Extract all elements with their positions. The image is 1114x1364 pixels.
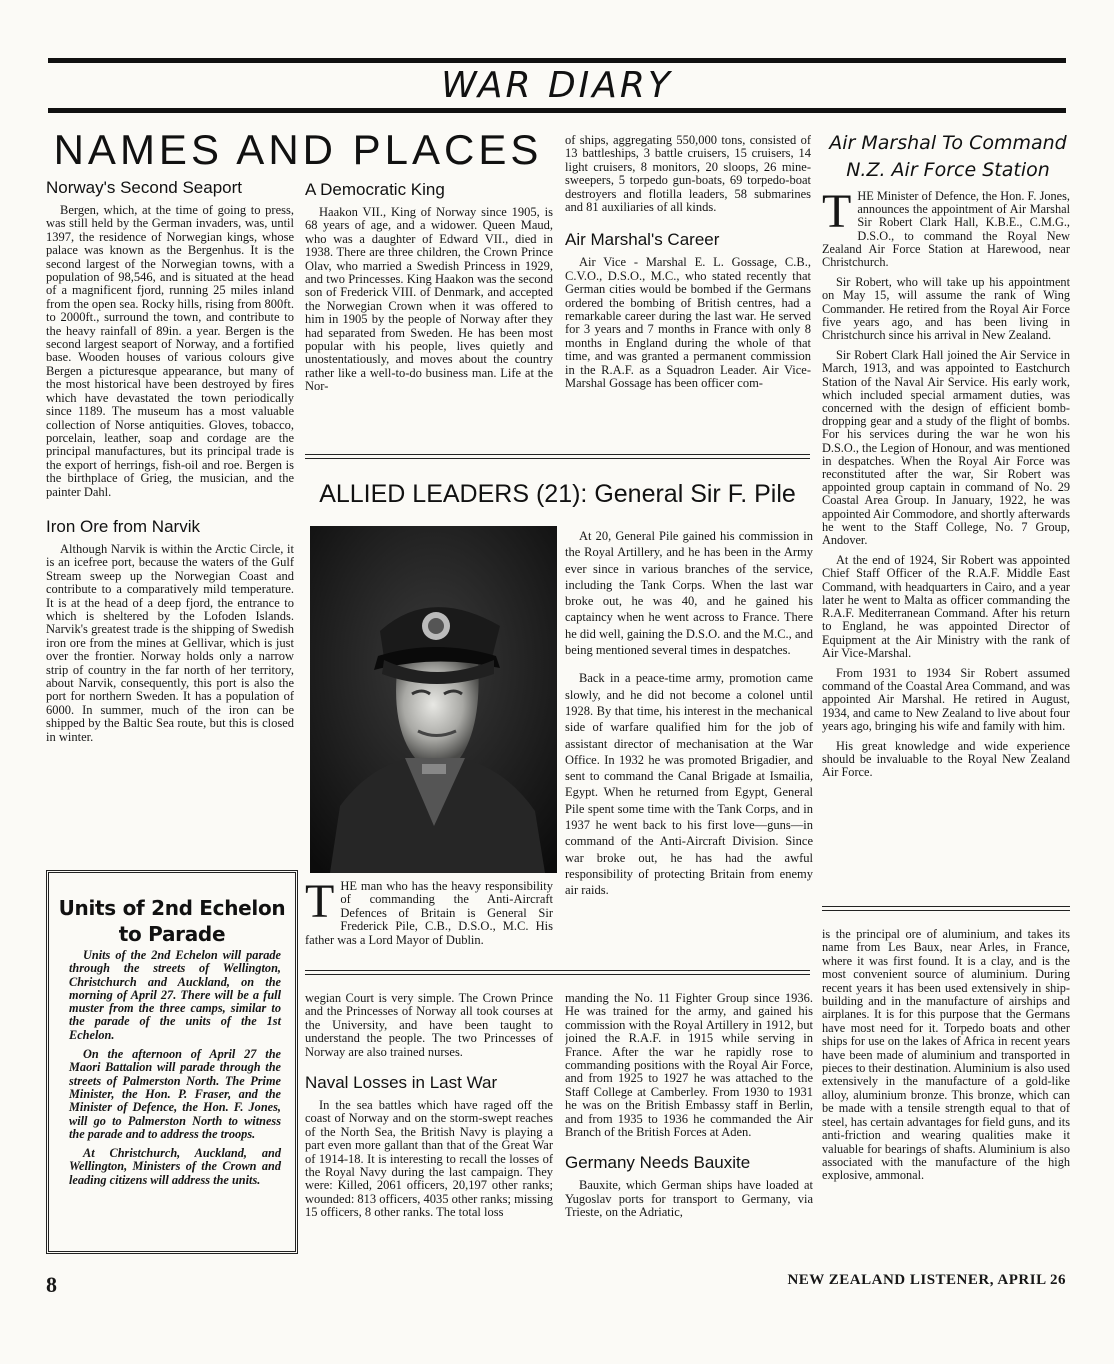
column-career-top	[565, 134, 811, 442]
column-norway	[46, 178, 294, 858]
column-king-bottom	[305, 992, 553, 1256]
column-career-bottom	[565, 992, 813, 1256]
echelon-title-line2: to Parade	[118, 922, 226, 946]
allied-leaders-heading: ALLIED LEADERS (21): General Sir F. Pile	[319, 480, 796, 508]
publication-footer: NEW ZEALAND LISTENER, APRIL 26	[787, 1272, 1066, 1288]
echelon-p3: At Christchurch, Auckland, and Wellington, Ministers of the Crown and leading citizens will address the units.	[69, 1146, 281, 1187]
page-number: 8	[46, 1272, 57, 1297]
masthead-rule	[48, 108, 1066, 113]
column-air-marshal	[822, 190, 1070, 896]
career-body-bottom: manding the No. 11 Fighter Group since 1936. He was trained for the army, and gained his commission with the Royal Artillery in 1912, but joined the R.A.F. in 1915 while serving in France. After the war he rapidly rose to commanding positions with the Royal Air Force, and from 1925 to 1927 he was attached to the Staff College at Camberley. From 1930 to 1931 he was on the British Embassy staff in Berlin, and from 1935 to 1936 he commanded the Air Branch of the British Forces at Aden.	[565, 992, 813, 1140]
column-king-top	[305, 180, 553, 442]
naval-body: In the sea battles which have raged off the coast of Norway and on the storm-swept reaches of the North Sea, the British Navy is playing a part even more gallant than that of the Great War of 1914-18. It is interesting to recall the losses of the Royal Navy during the last campaign. They were: Killed, 2061 officers, 20,197 other ranks; wounded: 813 officers, 4035 other ranks; missing 15 officers, 8 other ranks. The total loss	[305, 1098, 553, 1220]
naval-heading: Naval Losses in Last War	[305, 1073, 498, 1093]
echelon-box	[46, 870, 298, 1254]
air-marshal-drop-cap: T	[822, 190, 852, 238]
names-and-places-title: NAMES AND PLACES	[53, 126, 543, 173]
narvik-body: Although Narvik is within the Arctic Circle, it is an icefree port, because the waters of the Gulf Stream sweep up the Norwegian Coast and contribute to a comparatively mild temperature. It is at the head of a deep fjord, the entrance to which is sheltered by the Lofoden Islands. Narvik's greatest trade is the shipping of Swedish iron ore from the mines at Gellivar, which is just over the frontier. Norway holds only a narrow strip of country in the far north of her territory, about Narvik, consequently, this port is also the port for northern Sweden. It has a population of 6000. In summer, much of the iron can be shipped by the Baltic Sea route, but this is closed in winter.	[46, 541, 294, 744]
echelon-box-body	[69, 949, 281, 1187]
pile-article	[565, 528, 813, 966]
air-marshal-p1	[822, 190, 1070, 269]
bauxite-body: Bauxite, which German ships have loaded at Yugoslav ports for transport to Germany, via Trieste, on the Adriatic,	[565, 1178, 813, 1220]
air-marshal-p5: From 1931 to 1934 Sir Robert assumed command of the Coastal Area Command, and was appointed Air Marshal. He retired in August, 1934, and came to New Zealand to live about four years ago, bringing his wife and family with him.	[822, 665, 1070, 733]
pile-caption	[305, 880, 553, 966]
king-heading: A Democratic King	[305, 180, 445, 199]
pile-p1: At 20, General Pile gained his commission in the Royal Artillery, and he has been in the Army ever since in various branches of the service, including the Tank Corps. When the last war broke out, he was 40, and he gained his captaincy when he went across to France. There he did well, gaining the D.S.O. and the M.C., and being mentioned several times in despatches.	[565, 529, 813, 658]
air-marshal-heading	[822, 130, 1074, 184]
air-marshal-p3: Sir Robert Clark Hall joined the Air Service in March, 1913, and was appointed to Eastchurch Station of the Naval Air Service. His early work, which included special armament duties, was concerned with the design of efficient bomb-dropping gear and a study of the flight of bombs. For his services during the war he won his D.S.O., the Legion of Honour, and was mentioned in despatches. When the Royal Air Force was reconstituted after the war, Sir Robert was appointed group captain in command of No. 29 Coastal Area Group. In January, 1922, he was appointed Air Commodore, and shortly afterwards he went to the Staff College, No. 7 Group, Andover.	[822, 348, 1070, 548]
air-marshal-p1-text: HE Minister of Defence, the Hon. F. Jones, announces the appointment of Air Marshal Sir Robert Clark Hall, K.B.E., C.M.G., D.S.O., to command the Royal New Zealand Air Force Station at Harewood, near Christchurch.	[822, 190, 1070, 270]
bauxite-continued: is the principal ore of aluminium, and takes its name from Les Baux, near Arles, in France, where it was first found. It is a clay, and is the most convenient source of aluminium. During recent years it has been used extensively in ship-building and in the manufacture of airships and airplanes. It is for this purpose that the Germans have most need for it. Torpedo boats and other ships for use on the lakes of Africa in recent years have been made of aluminium and transported in pieces to their destination. Aluminium is also used extensively in the manufacture of a gold-like alloy, aluminium bronze. This bronze, which can be made with a tensile strength equal to that of steel, has certain advantages for field guns, and its anti-friction and wearing qualities make it valuable for bearings of shafts. Aluminium is also associated with the manufacture of the high explosive, ammonal.	[822, 928, 1070, 1183]
general-pile-portrait	[310, 526, 557, 873]
king-body-top: Haakon VII., King of Norway since 1905, is 68 years of age, and a widower. Queen Maud, who was a daughter of Edward VII., died in 1938. There are three children, the Crown Prince Olav, who married a Swedish Princess in 1929, and two Princesses. King Haakon was the second son of Frederick VIII. of Denmark, and accepted the Norwegian Crown when it was offered to him in 1905 by the people of Norway after they had separated from Sweden. He has been most popular with his people, lives quietly and unostentatiously, and moves about the country rather like a well-to-do business man. Life at the Nor-	[305, 205, 553, 394]
air-marshal-heading-line2: N.Z. Air Force Station	[846, 159, 1050, 181]
norway-heading: Norway's Second Seaport	[46, 178, 243, 197]
career-body-top: Air Vice - Marshal E. L. Gossage, C.B., C.V.O., D.S.O., M.C., who stated recently that German cities would be bombed if the Germans ordered the bombing of British centres, had a remarkable career during the last war. He served for 3 years and 7 months in France with only 8 months in England during the whole of that time, and was granted a permanent commission in the R.A.F. as a Squadron Leader. Air Vice-Marshal Gossage has been officer com-	[565, 255, 811, 391]
norway-body: Bergen, which, at the time of going to press, was still held by the German invaders, was, until 1397, the residence of Norwegian kings, whose palace was known as the Bergenhus. It is the second largest of the Norwegian towns, with a population of 98,546, and is situated at the head of a magnificent fjord, running 25 miles inland from the open sea. Rocky hills, rising from 800ft. to 2000ft., surround the town, and contribute to the heavy rainfall of 89in. a year. Bergen is the second largest seaport of Norway, and a fortified base. Wooden houses of various colours give Bergen a picturesque appearance, but many of the most historical have been destroyed by fires which have devastated the town periodically since 1189. The museum has a most valuable collection of Norse antiquities. Gloves, tobacco, porcelain, leather, soap and cordage are the principal manufactures, but its principal trade is the export of herrings, fish-oil and roe. Bergen is the birthplace of Grieg, the musician, and the painter Dahl.	[46, 203, 294, 499]
air-marshal-end-rule	[822, 906, 1070, 911]
echelon-p2: On the afternoon of April 27 the Maori Battalion will parade through the streets of Palmerston North. The Prime Minister, the Hon. P. Fraser, and the Minister of Defence, the Hon. F. Jones, will go to Palmerston North to witness the parade and to address the troops.	[69, 1047, 281, 1141]
air-marshal-p6: His great knowledge and wide experience should be invaluable to the Royal New Zealand Air Force.	[822, 738, 1070, 780]
pile-caption-text	[305, 880, 553, 947]
career-heading: Air Marshal's Career	[565, 230, 720, 250]
caption-drop-cap: T	[305, 880, 335, 928]
column-bauxite-continued	[822, 928, 1070, 1254]
naval-continued: of ships, aggregating 550,000 tons, consisted of 13 battleships, 3 battle cruisers, 15 cruisers, 14 light cruisers, 8 monitors, 20 sloops, 26 mine-sweepers, 5 torpedo gun-boats, 69 torpedo-boat destroyers and flotilla leaders, 58 submarines and 81 auxiliaries of all kinds.	[565, 134, 811, 215]
air-marshal-heading-line1: Air Marshal To Command	[829, 132, 1067, 154]
portrait-illustration	[310, 526, 557, 873]
top-rule	[48, 58, 1066, 63]
allied-bottom-rule	[305, 970, 810, 975]
air-marshal-p2: Sir Robert, who will take up his appointment on May 15, will assume the rank of Wing Commander. He retired from the Royal Air Force five years ago, and has been living in Christchurch since his arrival in New Zealand.	[822, 275, 1070, 343]
air-marshal-p4: At the end of 1924, Sir Robert was appointed Chief Staff Officer of the R.A.F. Middle East Command, with headquarters in Cairo, and a year later he went to Malta as officer commanding the R.A.F. Mediterranean Command. After his return to England, he was appointed Director of Equipment at the Air Ministry with the rank of Air Vice-Marshal.	[822, 553, 1070, 660]
echelon-box-title	[49, 895, 295, 947]
pile-p2: Back in a peace-time army, promotion came slowly, and he did not become a colonel until 1928. By that time, his interest in the mechanical side of warfare qualified him for the job of assistant director of mechanisation at the War Office. In 1932 he was promoted Brigadier, and sent to command the Canal Brigade at Ismailia, Egypt. When he returned from Egypt, General Pile spent some time with the Tank Corps, and in 1937 he went back to his first love—guns—in command of the Anti-Aircraft Division. Since war broke out, he has had the awful responsibility of protecting Britain from enemy air raids.	[565, 671, 813, 898]
echelon-p1: Units of the 2nd Echelon will parade through the streets of Wellington, Christchurch and Auckland, on the morning of April 27. There will be a full muster from the three camps, similar to the parade of the units of the 1st Echelon.	[69, 948, 281, 1042]
king-body-bottom: wegian Court is very simple. The Crown Prince and the Princesses of Norway all took courses at the University, and have been taught to understand the people. The two Princesses of Norway are also trained nurses.	[305, 992, 553, 1059]
bauxite-heading: Germany Needs Bauxite	[565, 1153, 751, 1173]
masthead: WAR DIARY	[441, 65, 673, 106]
echelon-title-line1: Units of 2nd Echelon	[58, 896, 286, 920]
caption-body: HE man who has the heavy responsibility of commanding the Anti-Aircraft Defences of Britain is General Sir Frederick Pile, C.B., D.S.O., M.C. His father was a Lord Mayor of Dublin.	[305, 880, 553, 947]
allied-top-rule	[305, 454, 810, 459]
narvik-heading: Iron Ore from Narvik	[46, 516, 200, 536]
